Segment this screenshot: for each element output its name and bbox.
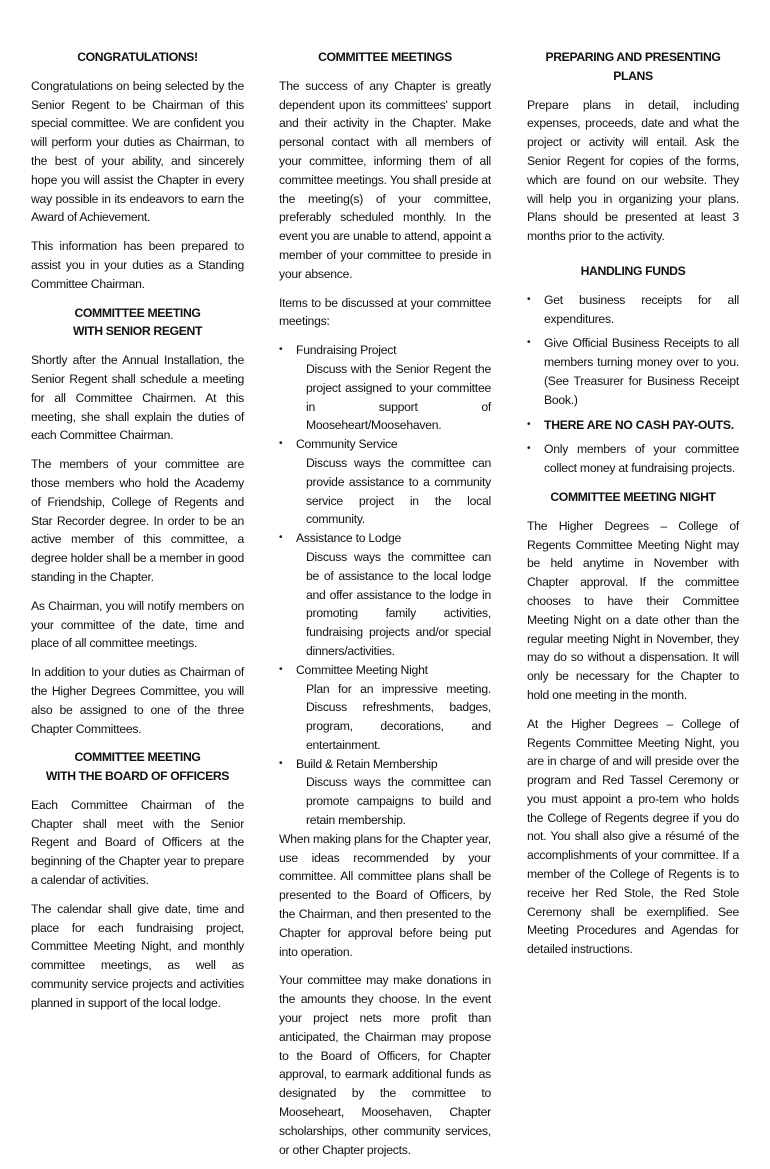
rule-text: Get business receipts for all expenditures. xyxy=(544,292,739,326)
body-paragraph: The success of any Chapter is greatly dependent upon its committees' support and their activity in the Chapter. Make personal contact with all members of your committee, informing them of all committee meetings. You shall preside at the meeting(s) of your committee, preferably scheduled monthly. In the event you are unable to attend, appoint a member of your committee to preside in your absence. xyxy=(279,78,491,281)
rule-text: THERE ARE NO CASH PAY-OUTS. xyxy=(544,417,734,432)
senior-regent-meeting-heading xyxy=(31,304,244,342)
list-item xyxy=(527,440,739,478)
body-paragraph: At the Higher Degrees – College of Regents Committee Meeting Night, you are in charge of and will preside over the program and Red Tassel Ceremony or you must appoint a pro-tem who holds the College of Regents degree if you do not. You shall also give a résumé of the accomplishments of your committee. If a member of the College of Regents is to receive her Red Stole, the Red Stole Ceremony shall be exemplified. See Meeting Procedures and Agendas for detailed instructions. xyxy=(527,716,739,957)
funds-rules-list xyxy=(527,291,739,478)
body-paragraph: The Higher Degrees – College of Regents Committee Meeting Night may be held anytime in November with Chapter approval. If the committee chooses to have their Committee Meeting Night on a date other than the regular meeting Night in November, they may do so without a dispensation. It will only be necessary for the Chapter to hold one meeting in the month. xyxy=(527,518,739,702)
body-paragraph: Items to be discussed at your committee meetings: xyxy=(279,295,491,329)
list-item xyxy=(527,291,739,329)
item-description: Discuss with the Senior Regent the project assigned to your committee in support of Mooseheart/Moosehaven. xyxy=(306,361,491,433)
plans-heading: PREPARING AND PRESENTING PLANS xyxy=(545,50,721,83)
column-middle xyxy=(279,48,491,1169)
list-item xyxy=(279,755,491,830)
body-paragraph: Each Committee Chairman of the Chapter shall meet with the Senior Regent and Board of Officers at the beginning of the Chapter year to prepare a calendar of activities. xyxy=(31,797,244,888)
list-item xyxy=(527,334,739,409)
rule-text: Only members of your committee collect money at fundraising projects. xyxy=(544,442,739,476)
committee-meetings-heading: COMMITTEE MEETINGS xyxy=(318,50,452,64)
heading-line: WITH SENIOR REGENT xyxy=(72,324,203,339)
bullet-icon: • xyxy=(279,663,283,675)
list-item xyxy=(279,661,491,755)
list-item xyxy=(279,435,491,529)
item-description: Discuss ways the committee can be of assistance to the local lodge and offer assistance to the lodge in promoting family activities, fundraising projects and/or special dinners/activities. xyxy=(306,549,491,658)
bullet-icon: • xyxy=(527,293,531,305)
body-paragraph: The members of your committee are those members who hold the Academy of Friendship, College of Regents and Star Recorder degree. In order to be an active member of this committee, a degree holder shall be a member in good standing in the Chapter. xyxy=(31,457,244,584)
meeting-night-heading: COMMITTEE MEETING NIGHT xyxy=(550,489,716,504)
body-paragraph: As Chairman, you will notify members on your committee of the date, time and place of all committee meetings. xyxy=(31,598,244,651)
column-right xyxy=(527,48,739,969)
item-title: Fundraising Project xyxy=(296,343,397,358)
board-meeting-heading xyxy=(31,748,244,786)
bullet-icon: • xyxy=(279,438,283,450)
discussion-items-list xyxy=(279,341,491,830)
item-title: Build & Retain Membership xyxy=(296,756,438,771)
heading-line: WITH THE BOARD OF OFFICERS xyxy=(45,769,230,784)
body-paragraph: When making plans for the Chapter year, use ideas recommended by your committee. All committee plans shall be presented to the Board of Officers, by the Chairman, and then presented to the Chapter for approval before being put into operation. xyxy=(279,831,491,959)
list-item xyxy=(279,341,491,435)
item-description: Plan for an impressive meeting. Discuss refreshments, badges, program, decorations, and entertainment. xyxy=(306,681,491,752)
handling-funds-heading: HANDLING FUNDS xyxy=(580,263,686,278)
item-title: Committee Meeting Night xyxy=(296,662,428,677)
congratulations-paragraph: Congratulations on being selected by the Senior Regent to be Chairman of this special committee. We are confident you will perform your duties as Chairman, to the best of your ability, and sincerely hope you will assist the Chapter in every way possible in its endeavors to earn the Award of Achievement. xyxy=(31,78,244,225)
bullet-icon: • xyxy=(527,443,531,455)
item-title: Assistance to Lodge xyxy=(296,531,402,546)
item-description: Discuss ways the committee can promote campaigns to build and retain membership. xyxy=(306,775,491,828)
bullet-icon: • xyxy=(279,532,283,544)
column-left xyxy=(31,48,244,1023)
item-description: Discuss ways the committee can provide assistance to a community service project in the local community. xyxy=(306,455,491,527)
bullet-icon: • xyxy=(527,337,531,349)
item-title: Community Service xyxy=(296,437,398,452)
congratulations-heading: CONGRATULATIONS! xyxy=(77,50,198,64)
body-paragraph: The calendar shall give date, time and place for each fundraising project, Committee Meeting Night, and monthly committee meetings, as well as community service projects and activities planned in support of the local lodge. xyxy=(31,901,244,1010)
rule-text: Give Official Business Receipts to all members turning money over to you. (See Treasurer for Business Receipt Book.) xyxy=(544,336,739,407)
body-paragraph: Shortly after the Annual Installation, the Senior Regent shall schedule a meeting for all Committee Chairmen. At this meeting, she shall explain the duties of each Committee Chairman. xyxy=(31,353,244,443)
heading-line: COMMITTEE MEETING xyxy=(74,305,201,320)
bullet-icon: • xyxy=(527,418,531,430)
bullet-icon: • xyxy=(279,344,283,356)
body-paragraph: Prepare plans in detail, including expenses, proceeds, date and what the project or activity will entail. Ask the Senior Regent for copies of the forms, which are found on our website. They will help you in organizing your plans. Plans should be presented at least 3 months prior to the activity. xyxy=(527,97,739,244)
body-paragraph: In addition to your duties as Chairman of the Higher Degrees Committee, you will also be assigned to one of the three Chapter Committees. xyxy=(31,665,244,736)
bullet-icon: • xyxy=(279,757,283,769)
list-item xyxy=(279,529,491,661)
purpose-paragraph: This information has been prepared to assist you in your duties as a Standing Committee Chairman. xyxy=(31,239,244,291)
list-item xyxy=(527,416,739,435)
body-paragraph: Your committee may make donations in the amounts they choose. In the event your project nets more profit than anticipated, the Chairman may propose to the Board of Officers, for Chapter approval, to earmark additional funds as designated by the committee to Mooseheart, Moosehaven, Chapter scholarships, other community services, or other Chapter projects. xyxy=(279,973,491,1157)
heading-line: COMMITTEE MEETING xyxy=(74,750,201,765)
